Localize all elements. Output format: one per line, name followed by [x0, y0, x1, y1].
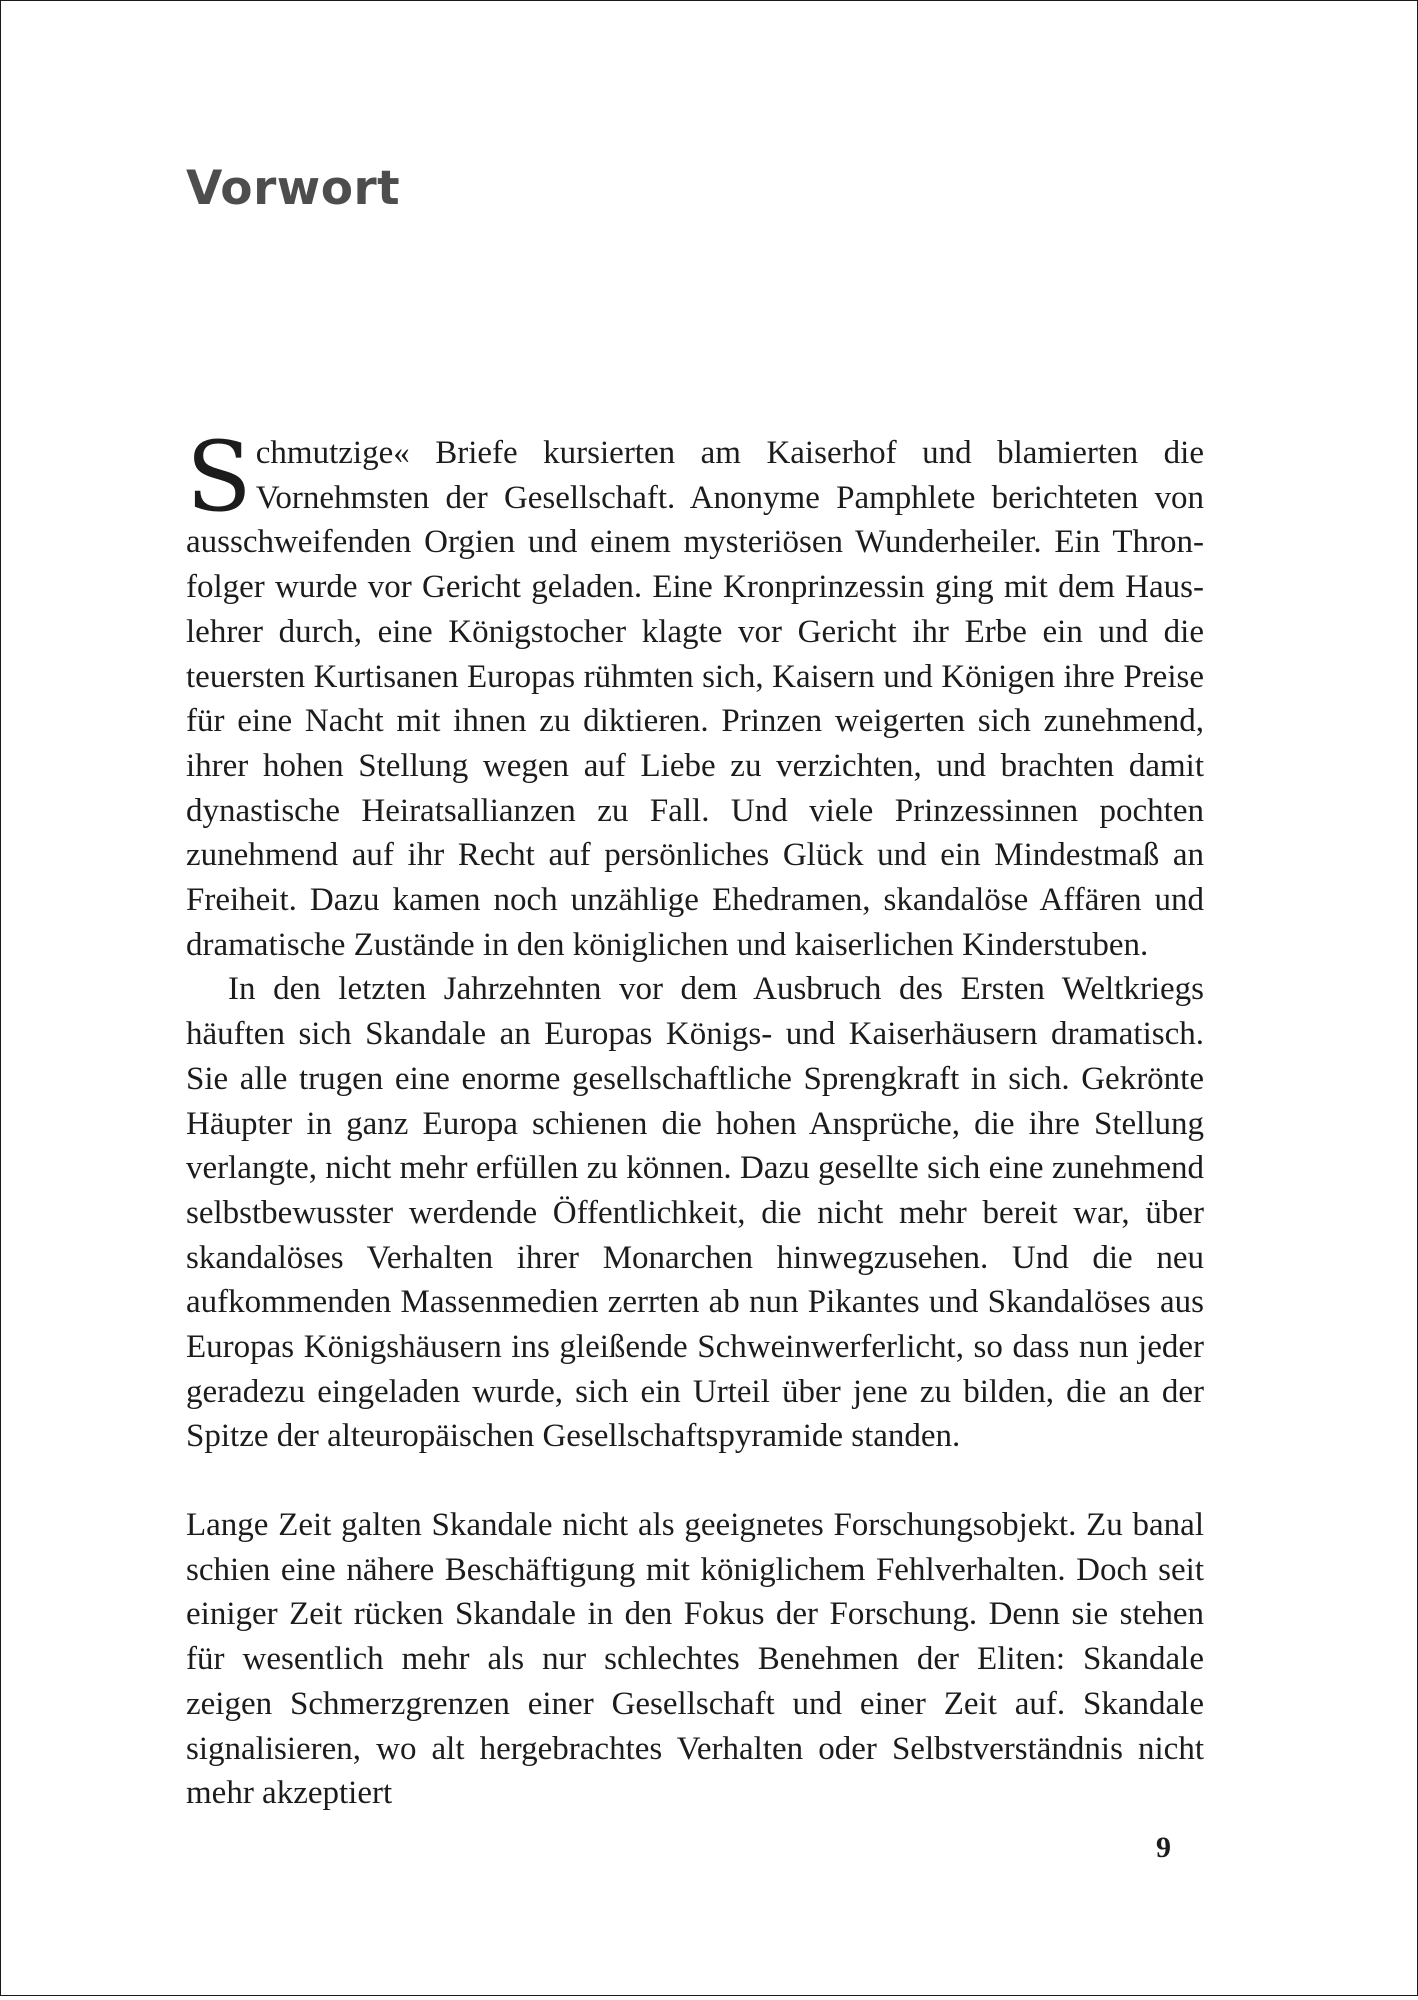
text-block-main — [186, 421, 1204, 1459]
text-block-section — [186, 1503, 1204, 1816]
chapter-title: Vorwort — [186, 161, 401, 216]
drop-cap: S — [186, 421, 252, 533]
paragraph-third: Lange Zeit galten Skandale nicht als geeignetes Forschungsobjekt. Zu banal schien eine nähere Beschäftigung mit königlichem Fehlverhalten. Doch seit einiger Zeit rücken Skandale in den Fokus der Forschung. Denn sie stehen für wesentlich mehr als nur schlechtes Benehmen der Eliten: Skandale zeigen Schmerzgrenzen einer Gesellschaft und einer Zeit auf. Skandale signalisieren, wo alt hergebrachtes Verhalten oder Selbstverständnis nicht mehr akzeptiert — [186, 1507, 1204, 1812]
paragraph-second: In den letzten Jahrzehnten vor dem Ausbruch des Ersten Weltkriegs häuften sich Skandale an Europas Königs- und Kaiserhäusern dramatisch. Sie alle trugen eine enorme gesellschaftliche Sprengkraft in sich. Gekrönte Häupter in ganz Europa schienen die hohen Ansprüche, die ihre Stellung verlangte, nicht mehr erfüllen zu können. Dazu gesellte sich eine zunehmend selbstbewusster werdende Öffentlichkeit, die nicht mehr bereit war, über skandalöses Verhalten ihrer Monarchen hinwegzusehen. Und die neu aufkommenden Massenmedien zerrten ab nun Pikantes und Skandalöses aus Europas Königshäusern ins gleißende Schweinwerferlicht, so dass nun jeder geradezu eingeladen wurde, sich ein Urteil über jene zu bilden, die an der Spitze der alteuropäischen Gesellschaftspyramide standen. — [186, 971, 1204, 1455]
paragraph-opening — [186, 421, 1204, 967]
page-number: 9 — [1156, 1831, 1171, 1864]
paragraph-opening-text: chmutzige« Briefe kursierten am Kaiserhof und blamierten die Vornehmsten der Gesellschaft. Anonyme Pamphlete berichteten von ausschweifenden Orgien und einem mysteriösen Wunderheiler. Ein Thronfolger wurde vor Gericht geladen. Eine Kronprinzessin ging mit dem Hauslehrer durch, eine Königstocher klagte vor Gericht ihr Erbe ein und die teuersten Kurtisanen Europas rühmten sich, Kaisern und Königen ihre Preise für eine Nacht mit ihnen zu diktieren. Prinzen weigerten sich zunehmend, ihrer hohen Stellung wegen auf Liebe zu verzichten, und brachten damit dynastische Heiratsallianzen zu Fall. Und viele Prinzessinnen pochten zunehmend auf ihr Recht auf persönliches Glück und ein Mindestmaß an Freiheit. Dazu kamen noch unzählige Ehedramen, skandalöse Affären und dramatische Zustände in den königlichen und kaiserlichen Kinderstuben. — [186, 435, 1204, 963]
